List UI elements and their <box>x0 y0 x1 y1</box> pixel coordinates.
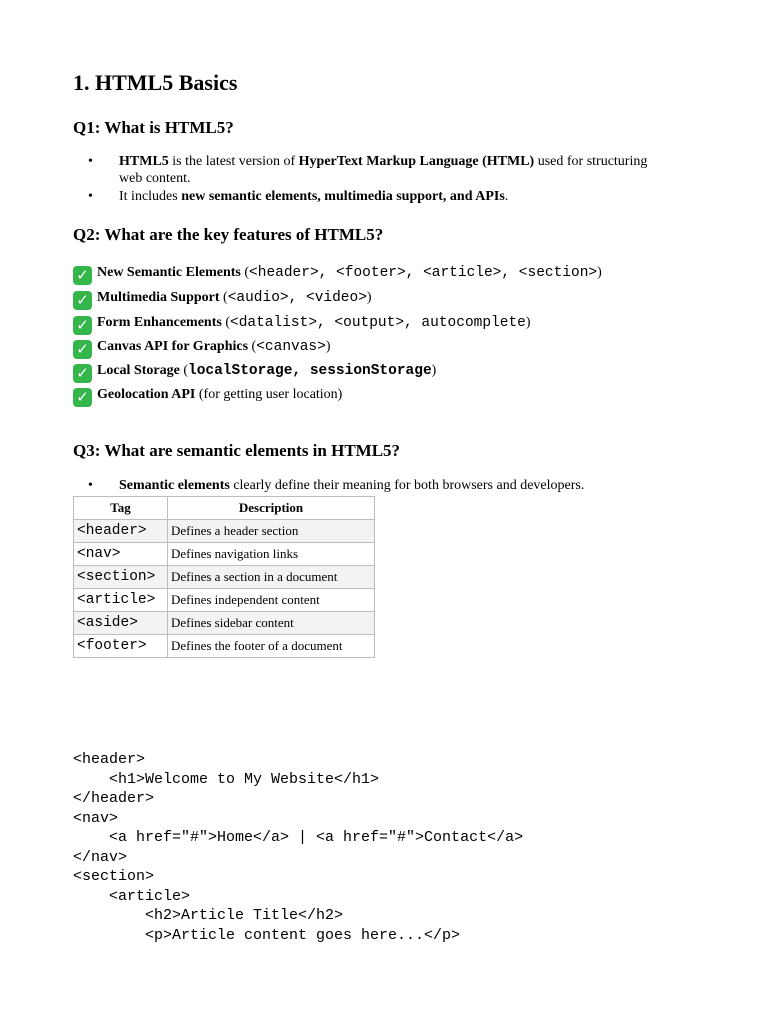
tag-cell: <header> <box>74 520 168 543</box>
check-icon: ✓ <box>73 316 92 335</box>
tag-cell: <footer> <box>74 635 168 658</box>
semantic-tags-table <box>73 496 375 658</box>
check-icon: ✓ <box>73 388 92 407</box>
check-icon: ✓ <box>73 364 92 383</box>
tag-cell: <article> <box>74 589 168 612</box>
table-row <box>74 543 375 566</box>
check-icon: ✓ <box>73 340 92 359</box>
bullet-icon: • <box>88 154 93 169</box>
feature-item: ✓ New Semantic Elements (<header>, <footer>, <article>, <section>) <box>73 263 602 285</box>
bullet-text: Semantic elements clearly define their meaning for both browsers and developers. <box>119 478 585 493</box>
bullet-icon: • <box>88 189 93 204</box>
tag-cell: <nav> <box>74 543 168 566</box>
q1-heading: Q1: What is HTML5? <box>73 118 234 137</box>
table-row <box>74 635 375 658</box>
feature-item: ✓ Canvas API for Graphics (<canvas>) <box>73 337 331 359</box>
table-header-row <box>74 497 375 520</box>
q3-heading: Q3: What are semantic elements in HTML5? <box>73 441 401 460</box>
check-icon: ✓ <box>73 291 92 310</box>
description-cell: Defines the footer of a document <box>168 635 375 658</box>
q2-heading: Q2: What are the key features of HTML5? <box>73 225 384 244</box>
feature-item: ✓ Multimedia Support (<audio>, <video>) <box>73 288 372 310</box>
page-title: 1. HTML5 Basics <box>73 70 238 95</box>
table-row <box>74 589 375 612</box>
description-cell: Defines a header section <box>168 520 375 543</box>
bullet-icon: • <box>88 478 93 493</box>
feature-item: ✓ Geolocation API (for getting user location) <box>73 385 342 407</box>
description-cell: Defines navigation links <box>168 543 375 566</box>
table-row <box>74 612 375 635</box>
table-row <box>74 566 375 589</box>
feature-item: ✓ Local Storage (localStorage, sessionStorage) <box>73 361 436 383</box>
description-cell: Defines sidebar content <box>168 612 375 635</box>
bullet-text: HTML5 is the latest version of HyperText Markup Language (HTML) used for structuring web content. <box>119 154 648 186</box>
table-row <box>74 520 375 543</box>
tag-cell: <aside> <box>74 612 168 635</box>
check-icon: ✓ <box>73 266 92 285</box>
code-example: <header> <h1>Welcome to My Website</h1> </header> <nav> <a href="#">Home</a> | <a href="#">Contact</a> </nav> <section> <article> <h2>Article Title</h2> <p>Article content goes here...</p> <box>73 751 524 944</box>
column-header-tag: Tag <box>74 497 168 520</box>
bullet-text: It includes new semantic elements, multimedia support, and APIs. <box>119 189 509 204</box>
description-cell: Defines a section in a document <box>168 566 375 589</box>
feature-item: ✓ Form Enhancements (<datalist>, <output>, autocomplete) <box>73 313 531 335</box>
description-cell: Defines independent content <box>168 589 375 612</box>
tag-cell: <section> <box>74 566 168 589</box>
column-header-description: Description <box>168 497 375 520</box>
